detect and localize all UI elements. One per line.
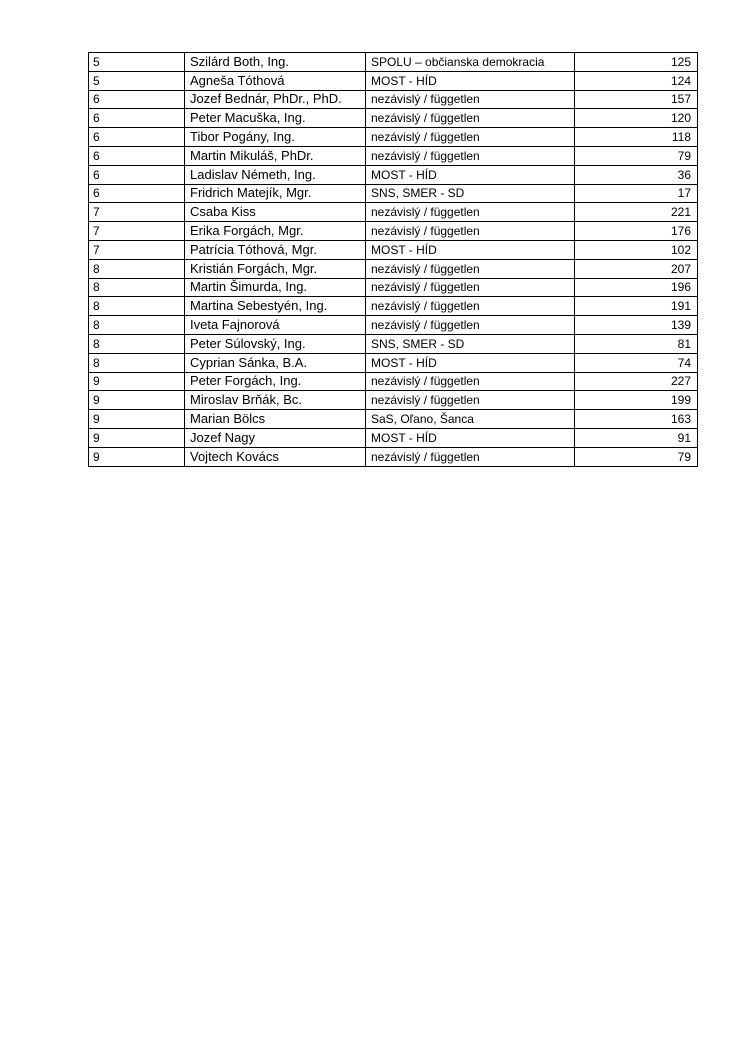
table-row — [89, 278, 698, 297]
district-cell: 8 — [89, 297, 185, 316]
votes-cell: 163 — [575, 410, 698, 429]
table-row — [89, 447, 698, 466]
district-cell: 6 — [89, 165, 185, 184]
candidate-name-cell: Iveta Fajnorová — [185, 316, 366, 335]
candidate-name-cell: Martin Šimurda, Ing. — [185, 278, 366, 297]
votes-cell: 157 — [575, 90, 698, 109]
votes-cell: 79 — [575, 146, 698, 165]
district-cell: 6 — [89, 128, 185, 147]
party-cell: SNS, SMER - SD — [366, 334, 575, 353]
district-cell: 5 — [89, 53, 185, 72]
party-cell: nezávislý / független — [366, 447, 575, 466]
table-row — [89, 146, 698, 165]
party-cell: MOST - HÍD — [366, 428, 575, 447]
party-cell: nezávislý / független — [366, 391, 575, 410]
table-row — [89, 353, 698, 372]
party-cell: nezávislý / független — [366, 203, 575, 222]
votes-cell: 199 — [575, 391, 698, 410]
votes-cell: 79 — [575, 447, 698, 466]
table-row — [89, 334, 698, 353]
candidate-name-cell: Peter Forgách, Ing. — [185, 372, 366, 391]
votes-cell: 191 — [575, 297, 698, 316]
table-row — [89, 259, 698, 278]
candidate-name-cell: Martina Sebestyén, Ing. — [185, 297, 366, 316]
party-cell: MOST - HÍD — [366, 353, 575, 372]
party-cell: nezávislý / független — [366, 109, 575, 128]
table-row — [89, 372, 698, 391]
party-cell: nezávislý / független — [366, 90, 575, 109]
district-cell: 5 — [89, 71, 185, 90]
party-cell: MOST - HÍD — [366, 165, 575, 184]
candidate-name-cell: Peter Súlovský, Ing. — [185, 334, 366, 353]
party-cell: MOST - HÍD — [366, 71, 575, 90]
table-row — [89, 90, 698, 109]
party-cell: nezávislý / független — [366, 372, 575, 391]
votes-cell: 221 — [575, 203, 698, 222]
party-cell: nezávislý / független — [366, 146, 575, 165]
candidate-name-cell: Miroslav Brňák, Bc. — [185, 391, 366, 410]
candidate-name-cell: Agneša Tóthová — [185, 71, 366, 90]
candidate-name-cell: Kristián Forgách, Mgr. — [185, 259, 366, 278]
results-table — [88, 52, 698, 467]
district-cell: 8 — [89, 278, 185, 297]
votes-cell: 124 — [575, 71, 698, 90]
district-cell: 9 — [89, 428, 185, 447]
table-row — [89, 410, 698, 429]
votes-cell: 91 — [575, 428, 698, 447]
table-row — [89, 184, 698, 203]
party-cell: nezávislý / független — [366, 278, 575, 297]
district-cell: 6 — [89, 146, 185, 165]
district-cell: 7 — [89, 222, 185, 241]
votes-cell: 227 — [575, 372, 698, 391]
votes-cell: 81 — [575, 334, 698, 353]
candidate-name-cell: Fridrich Matejík, Mgr. — [185, 184, 366, 203]
district-cell: 7 — [89, 203, 185, 222]
candidate-name-cell: Erika Forgách, Mgr. — [185, 222, 366, 241]
district-cell: 8 — [89, 316, 185, 335]
candidate-name-cell: Csaba Kiss — [185, 203, 366, 222]
district-cell: 8 — [89, 334, 185, 353]
results-table-body — [89, 53, 698, 467]
votes-cell: 118 — [575, 128, 698, 147]
candidate-name-cell: Jozef Bednár, PhDr., PhD. — [185, 90, 366, 109]
party-cell: SaS, Oľano, Šanca — [366, 410, 575, 429]
district-cell: 6 — [89, 109, 185, 128]
district-cell: 6 — [89, 90, 185, 109]
candidate-name-cell: Ladislav Németh, Ing. — [185, 165, 366, 184]
candidate-name-cell: Jozef Nagy — [185, 428, 366, 447]
votes-cell: 102 — [575, 240, 698, 259]
candidate-name-cell: Szilárd Both, Ing. — [185, 53, 366, 72]
candidate-name-cell: Vojtech Kovács — [185, 447, 366, 466]
party-cell: SPOLU – občianska demokracia — [366, 53, 575, 72]
table-row — [89, 240, 698, 259]
district-cell: 8 — [89, 259, 185, 278]
party-cell: nezávislý / független — [366, 222, 575, 241]
table-row — [89, 203, 698, 222]
table-row — [89, 391, 698, 410]
table-row — [89, 165, 698, 184]
votes-cell: 36 — [575, 165, 698, 184]
district-cell: 9 — [89, 372, 185, 391]
district-cell: 9 — [89, 391, 185, 410]
votes-cell: 207 — [575, 259, 698, 278]
table-row — [89, 222, 698, 241]
candidate-name-cell: Patrícia Tóthová, Mgr. — [185, 240, 366, 259]
party-cell: nezávislý / független — [366, 297, 575, 316]
party-cell: nezávislý / független — [366, 128, 575, 147]
candidate-name-cell: Martin Mikuláš, PhDr. — [185, 146, 366, 165]
district-cell: 6 — [89, 184, 185, 203]
district-cell: 7 — [89, 240, 185, 259]
votes-cell: 125 — [575, 53, 698, 72]
candidate-name-cell: Tibor Pogány, Ing. — [185, 128, 366, 147]
votes-cell: 139 — [575, 316, 698, 335]
table-row — [89, 109, 698, 128]
district-cell: 9 — [89, 447, 185, 466]
party-cell: MOST - HÍD — [366, 240, 575, 259]
party-cell: SNS, SMER - SD — [366, 184, 575, 203]
table-row — [89, 71, 698, 90]
votes-cell: 196 — [575, 278, 698, 297]
district-cell: 9 — [89, 410, 185, 429]
candidate-name-cell: Peter Macuška, Ing. — [185, 109, 366, 128]
party-cell: nezávislý / független — [366, 259, 575, 278]
table-row — [89, 128, 698, 147]
party-cell: nezávislý / független — [366, 316, 575, 335]
table-row — [89, 297, 698, 316]
candidate-name-cell: Marian Bölcs — [185, 410, 366, 429]
votes-cell: 74 — [575, 353, 698, 372]
candidate-name-cell: Cyprian Sánka, B.A. — [185, 353, 366, 372]
table-row — [89, 316, 698, 335]
table-row — [89, 428, 698, 447]
table-row — [89, 53, 698, 72]
votes-cell: 176 — [575, 222, 698, 241]
votes-cell: 120 — [575, 109, 698, 128]
votes-cell: 17 — [575, 184, 698, 203]
district-cell: 8 — [89, 353, 185, 372]
